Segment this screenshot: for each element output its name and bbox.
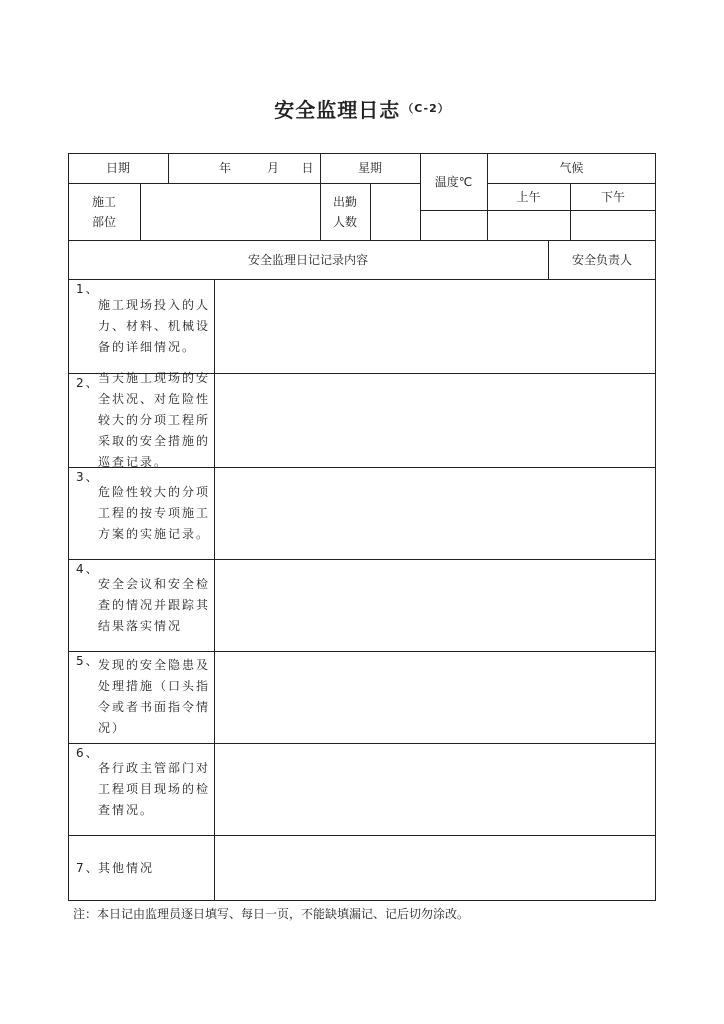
footer-note: 注：本日记由监理员逐日填写、每日一页，不能缺填漏记、记后切勿涂改。 xyxy=(73,907,470,921)
log-item-4 xyxy=(68,559,214,651)
item-number: 3、 xyxy=(76,470,100,484)
attendance-label-line2: 人数 xyxy=(332,214,357,229)
item-text: 安全会议和安全检查的情况并跟踪其结果落实情况 xyxy=(98,576,211,633)
form-title-text: 安全监理日志 xyxy=(274,98,401,122)
log-item-6 xyxy=(68,743,214,835)
item-number: 7、 xyxy=(76,860,100,875)
item-text: 施工现场投入的人力、材料、机械设备的详细情况。 xyxy=(98,297,211,354)
item-number: 4、 xyxy=(76,562,100,576)
afternoon-label: 下午 xyxy=(600,189,625,204)
item-number: 6、 xyxy=(76,746,100,760)
item-number: 2、 xyxy=(76,376,100,390)
rule xyxy=(420,210,656,211)
rule xyxy=(214,279,215,901)
location-label xyxy=(68,183,140,240)
item-text: 危险性较大的分项工程的按专项施工方案的实施记录。 xyxy=(98,484,211,541)
log-item-7 xyxy=(68,835,214,901)
weather-label: 气候 xyxy=(559,161,584,175)
year-unit: 年 xyxy=(218,161,231,175)
day-unit: 日 xyxy=(301,161,314,175)
location-label-line2: 部位 xyxy=(91,214,116,229)
rule xyxy=(140,183,141,240)
item-text: 当天施工现场的安全状况、对危险性较大的分项工程所采取的安全措施的巡查记录。 xyxy=(98,370,211,469)
attendance-label-line1: 出勤 xyxy=(332,194,357,209)
date-label: 日期 xyxy=(105,161,130,175)
item-text: 其他情况 xyxy=(98,860,155,875)
form-code: （C-2） xyxy=(402,102,450,115)
log-item-5 xyxy=(68,651,214,743)
location-label-line1: 施工 xyxy=(91,194,116,209)
item-number: 5、 xyxy=(76,654,100,668)
record-content-label: 安全监理日记记录内容 xyxy=(247,252,368,267)
log-item-2 xyxy=(68,370,214,469)
rule xyxy=(168,153,169,183)
weekday-label: 星期 xyxy=(357,161,382,175)
responsible-person-label: 安全负责人 xyxy=(571,252,632,267)
log-item-1 xyxy=(68,279,214,373)
temperature-label: 温度℃ xyxy=(434,174,473,189)
attendance-label xyxy=(320,183,370,240)
morning-label: 上午 xyxy=(516,189,541,204)
form-title xyxy=(0,94,724,123)
month-unit: 月 xyxy=(266,161,279,175)
rule xyxy=(370,183,371,240)
item-text: 发现的安全隐患及处理措施（口头指令或者书面指令情况） xyxy=(98,658,211,735)
item-number: 1、 xyxy=(76,282,100,296)
item-text: 各行政主管部门对工程项目现场的检查情况。 xyxy=(98,760,211,817)
log-item-3 xyxy=(68,467,214,559)
